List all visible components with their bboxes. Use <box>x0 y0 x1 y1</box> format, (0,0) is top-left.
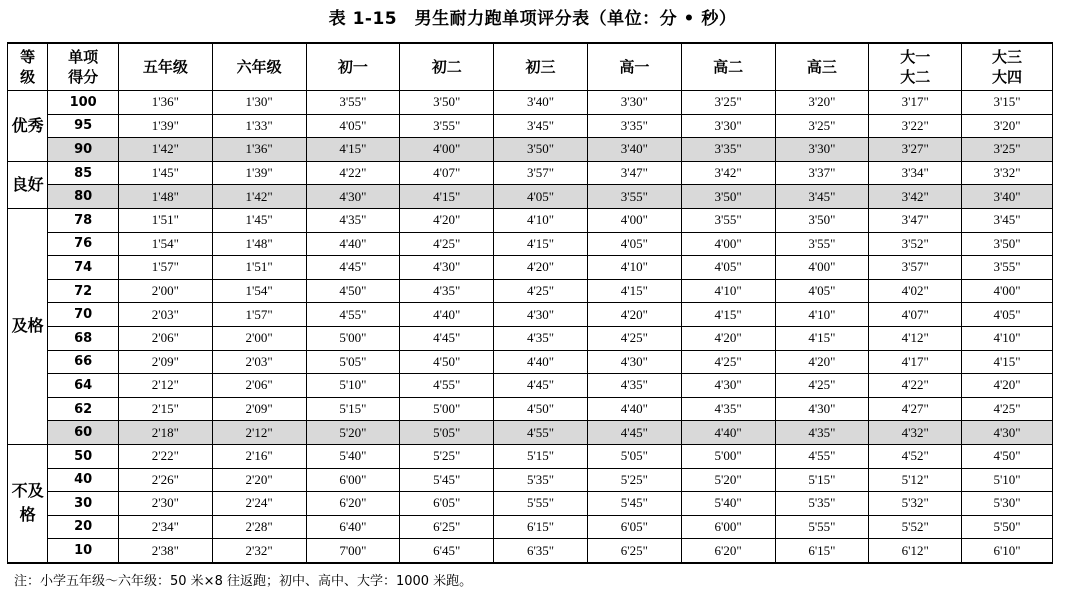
table-row <box>8 421 1053 445</box>
table-row <box>8 374 1053 398</box>
time-cell: 5'25" <box>587 468 681 492</box>
time-cell: 4'00" <box>400 138 494 162</box>
time-cell: 4'35" <box>494 326 588 350</box>
time-cell: 4'20" <box>681 326 775 350</box>
time-cell: 5'25" <box>400 444 494 468</box>
time-cell: 3'32" <box>962 161 1053 185</box>
time-cell: 4'55" <box>400 374 494 398</box>
column-header <box>681 43 775 91</box>
time-cell: 3'50" <box>494 138 588 162</box>
time-cell: 1'51" <box>118 208 212 232</box>
time-cell: 6'35" <box>494 539 588 563</box>
score-cell: 40 <box>48 468 119 492</box>
score-cell: 64 <box>48 374 119 398</box>
time-cell: 4'10" <box>681 279 775 303</box>
time-cell: 4'05" <box>494 185 588 209</box>
time-cell: 4'40" <box>494 350 588 374</box>
table-row <box>8 161 1053 185</box>
column-header <box>118 43 212 91</box>
time-cell: 4'20" <box>587 303 681 327</box>
time-cell: 4'30" <box>400 256 494 280</box>
time-cell: 4'30" <box>306 185 400 209</box>
time-cell: 4'15" <box>962 350 1053 374</box>
grade-label: 良好 <box>8 161 48 208</box>
column-header-line: 初三 <box>525 58 556 76</box>
score-cell: 95 <box>48 114 119 138</box>
time-cell: 3'47" <box>869 208 962 232</box>
time-cell: 5'15" <box>494 444 588 468</box>
time-cell: 3'42" <box>869 185 962 209</box>
table-row <box>8 397 1053 421</box>
time-cell: 1'36" <box>118 91 212 115</box>
time-cell: 4'25" <box>681 350 775 374</box>
time-cell: 1'57" <box>118 256 212 280</box>
time-cell: 4'50" <box>494 397 588 421</box>
table-row <box>8 539 1053 563</box>
time-cell: 4'30" <box>494 303 588 327</box>
time-cell: 1'48" <box>212 232 306 256</box>
score-cell: 30 <box>48 492 119 516</box>
time-cell: 4'25" <box>962 397 1053 421</box>
score-cell: 50 <box>48 444 119 468</box>
table-row <box>8 232 1053 256</box>
time-cell: 1'45" <box>118 161 212 185</box>
time-cell: 5'05" <box>587 444 681 468</box>
time-cell: 2'30" <box>118 492 212 516</box>
score-cell: 100 <box>48 91 119 115</box>
score-cell: 20 <box>48 515 119 539</box>
time-cell: 2'26" <box>118 468 212 492</box>
time-cell: 6'12" <box>869 539 962 563</box>
table-row <box>8 303 1053 327</box>
time-cell: 4'30" <box>681 374 775 398</box>
score-cell: 66 <box>48 350 119 374</box>
time-cell: 6'00" <box>306 468 400 492</box>
time-cell: 4'50" <box>400 350 494 374</box>
time-cell: 5'55" <box>775 515 869 539</box>
time-cell: 3'55" <box>306 91 400 115</box>
column-header-line: 大一 <box>900 48 931 66</box>
time-cell: 5'45" <box>587 492 681 516</box>
table-row <box>8 326 1053 350</box>
time-cell: 4'52" <box>869 444 962 468</box>
time-cell: 4'20" <box>962 374 1053 398</box>
time-cell: 5'52" <box>869 515 962 539</box>
time-cell: 4'15" <box>494 232 588 256</box>
table-row <box>8 350 1053 374</box>
time-cell: 3'20" <box>775 91 869 115</box>
score-cell: 74 <box>48 256 119 280</box>
time-cell: 4'12" <box>869 326 962 350</box>
score-cell: 80 <box>48 185 119 209</box>
column-header-line: 初一 <box>337 58 368 76</box>
time-cell: 4'35" <box>681 397 775 421</box>
time-cell: 3'27" <box>869 138 962 162</box>
time-cell: 2'06" <box>118 326 212 350</box>
time-cell: 1'45" <box>212 208 306 232</box>
time-cell: 1'54" <box>212 279 306 303</box>
score-cell: 85 <box>48 161 119 185</box>
time-cell: 5'20" <box>681 468 775 492</box>
time-cell: 2'32" <box>212 539 306 563</box>
time-cell: 4'05" <box>962 303 1053 327</box>
time-cell: 3'55" <box>400 114 494 138</box>
time-cell: 2'28" <box>212 515 306 539</box>
time-cell: 6'20" <box>681 539 775 563</box>
time-cell: 4'40" <box>681 421 775 445</box>
table-row <box>8 185 1053 209</box>
score-cell: 68 <box>48 326 119 350</box>
time-cell: 1'39" <box>212 161 306 185</box>
time-cell: 2'12" <box>212 421 306 445</box>
table-header <box>8 43 1053 91</box>
time-cell: 2'16" <box>212 444 306 468</box>
time-cell: 4'20" <box>494 256 588 280</box>
time-cell: 6'20" <box>306 492 400 516</box>
column-header-line: 等 <box>20 48 36 66</box>
time-cell: 3'55" <box>775 232 869 256</box>
time-cell: 4'07" <box>869 303 962 327</box>
time-cell: 5'35" <box>494 468 588 492</box>
time-cell: 4'00" <box>962 279 1053 303</box>
time-cell: 5'05" <box>400 421 494 445</box>
time-cell: 3'40" <box>962 185 1053 209</box>
column-header-line: 六年级 <box>236 58 282 76</box>
time-cell: 2'03" <box>212 350 306 374</box>
time-cell: 4'32" <box>869 421 962 445</box>
time-cell: 2'12" <box>118 374 212 398</box>
time-cell: 4'05" <box>587 232 681 256</box>
time-cell: 4'15" <box>400 185 494 209</box>
time-cell: 3'40" <box>587 138 681 162</box>
time-cell: 4'25" <box>775 374 869 398</box>
time-cell: 4'00" <box>681 232 775 256</box>
time-cell: 4'22" <box>306 161 400 185</box>
time-cell: 5'00" <box>306 326 400 350</box>
time-cell: 4'35" <box>775 421 869 445</box>
time-cell: 3'25" <box>681 91 775 115</box>
time-cell: 1'57" <box>212 303 306 327</box>
time-cell: 4'55" <box>494 421 588 445</box>
time-cell: 3'17" <box>869 91 962 115</box>
time-cell: 5'10" <box>306 374 400 398</box>
grade-label: 不及格 <box>8 444 48 562</box>
column-header <box>869 43 962 91</box>
time-cell: 3'42" <box>681 161 775 185</box>
time-cell: 5'50" <box>962 515 1053 539</box>
time-cell: 5'45" <box>400 468 494 492</box>
column-header-line: 高一 <box>619 58 650 76</box>
time-cell: 3'25" <box>962 138 1053 162</box>
time-cell: 4'00" <box>775 256 869 280</box>
time-cell: 4'22" <box>869 374 962 398</box>
time-cell: 3'50" <box>681 185 775 209</box>
time-cell: 6'15" <box>494 515 588 539</box>
time-cell: 4'45" <box>587 421 681 445</box>
header-row <box>8 43 1053 91</box>
time-cell: 2'06" <box>212 374 306 398</box>
column-header-line: 大三 <box>992 48 1023 66</box>
table-title: 表 1-15 男生耐力跑单项评分表（单位：分 • 秒） <box>328 9 737 29</box>
time-cell: 6'05" <box>587 515 681 539</box>
time-cell: 4'45" <box>400 326 494 350</box>
time-cell: 5'15" <box>775 468 869 492</box>
time-cell: 1'54" <box>118 232 212 256</box>
time-cell: 4'50" <box>306 279 400 303</box>
time-cell: 4'35" <box>306 208 400 232</box>
time-cell: 5'40" <box>681 492 775 516</box>
time-cell: 4'25" <box>494 279 588 303</box>
score-cell: 90 <box>48 138 119 162</box>
time-cell: 3'22" <box>869 114 962 138</box>
time-cell: 3'35" <box>681 138 775 162</box>
time-cell: 4'50" <box>962 444 1053 468</box>
time-cell: 3'40" <box>494 91 588 115</box>
time-cell: 4'25" <box>400 232 494 256</box>
time-cell: 4'45" <box>306 256 400 280</box>
time-cell: 4'25" <box>587 326 681 350</box>
time-cell: 4'45" <box>494 374 588 398</box>
column-header-line: 得分 <box>68 68 99 86</box>
score-cell: 72 <box>48 279 119 303</box>
table-row <box>8 256 1053 280</box>
time-cell: 1'33" <box>212 114 306 138</box>
time-cell: 4'05" <box>681 256 775 280</box>
time-cell: 3'30" <box>775 138 869 162</box>
column-header-line: 大二 <box>900 68 931 86</box>
time-cell: 5'32" <box>869 492 962 516</box>
time-cell: 5'15" <box>306 397 400 421</box>
time-cell: 3'55" <box>587 185 681 209</box>
time-cell: 3'30" <box>587 91 681 115</box>
column-header <box>212 43 306 91</box>
time-cell: 5'55" <box>494 492 588 516</box>
time-cell: 3'20" <box>962 114 1053 138</box>
time-cell: 6'15" <box>775 539 869 563</box>
time-cell: 1'42" <box>212 185 306 209</box>
grade-label: 及格 <box>8 208 48 444</box>
time-cell: 4'10" <box>587 256 681 280</box>
score-cell: 70 <box>48 303 119 327</box>
time-cell: 4'07" <box>400 161 494 185</box>
time-cell: 6'25" <box>587 539 681 563</box>
time-cell: 3'50" <box>400 91 494 115</box>
time-cell: 3'50" <box>775 208 869 232</box>
time-cell: 5'35" <box>775 492 869 516</box>
time-cell: 4'30" <box>587 350 681 374</box>
time-cell: 4'10" <box>494 208 588 232</box>
time-cell: 2'22" <box>118 444 212 468</box>
column-header-line: 五年级 <box>142 58 188 76</box>
time-cell: 5'00" <box>681 444 775 468</box>
score-cell: 60 <box>48 421 119 445</box>
time-cell: 5'00" <box>400 397 494 421</box>
column-header-line: 高二 <box>713 58 744 76</box>
column-header <box>306 43 400 91</box>
time-cell: 6'45" <box>400 539 494 563</box>
time-cell: 2'09" <box>212 397 306 421</box>
time-cell: 6'00" <box>681 515 775 539</box>
time-cell: 1'36" <box>212 138 306 162</box>
time-cell: 6'05" <box>400 492 494 516</box>
score-table <box>7 42 1053 564</box>
time-cell: 3'52" <box>869 232 962 256</box>
time-cell: 3'45" <box>494 114 588 138</box>
time-cell: 3'50" <box>962 232 1053 256</box>
time-cell: 3'57" <box>869 256 962 280</box>
time-cell: 5'12" <box>869 468 962 492</box>
score-cell: 10 <box>48 539 119 563</box>
time-cell: 4'30" <box>775 397 869 421</box>
time-cell: 4'05" <box>775 279 869 303</box>
time-cell: 3'55" <box>681 208 775 232</box>
time-cell: 6'10" <box>962 539 1053 563</box>
time-cell: 4'20" <box>775 350 869 374</box>
time-cell: 4'05" <box>306 114 400 138</box>
time-cell: 4'30" <box>962 421 1053 445</box>
time-cell: 2'03" <box>118 303 212 327</box>
score-cell: 78 <box>48 208 119 232</box>
time-cell: 4'02" <box>869 279 962 303</box>
column-header <box>494 43 588 91</box>
time-cell: 2'00" <box>118 279 212 303</box>
time-cell: 4'10" <box>775 303 869 327</box>
time-cell: 3'34" <box>869 161 962 185</box>
grade-label: 优秀 <box>8 91 48 162</box>
time-cell: 1'48" <box>118 185 212 209</box>
time-cell: 3'57" <box>494 161 588 185</box>
time-cell: 4'15" <box>681 303 775 327</box>
column-header <box>8 43 48 91</box>
footnote: 注：小学五年级～六年级：50 米×8 往返跑；初中、高中、大学：1000 米跑。 <box>14 574 473 589</box>
table-row <box>8 208 1053 232</box>
time-cell: 3'25" <box>775 114 869 138</box>
time-cell: 4'35" <box>587 374 681 398</box>
time-cell: 4'15" <box>587 279 681 303</box>
time-cell: 5'10" <box>962 468 1053 492</box>
time-cell: 1'51" <box>212 256 306 280</box>
column-header-line: 单项 <box>68 48 99 66</box>
column-header <box>775 43 869 91</box>
table-row <box>8 279 1053 303</box>
time-cell: 4'15" <box>775 326 869 350</box>
time-cell: 5'40" <box>306 444 400 468</box>
table-row <box>8 114 1053 138</box>
time-cell: 4'15" <box>306 138 400 162</box>
table-body <box>8 91 1053 563</box>
time-cell: 5'20" <box>306 421 400 445</box>
time-cell: 4'40" <box>400 303 494 327</box>
time-cell: 2'18" <box>118 421 212 445</box>
time-cell: 2'20" <box>212 468 306 492</box>
time-cell: 4'55" <box>306 303 400 327</box>
time-cell: 3'45" <box>962 208 1053 232</box>
column-header-line: 级 <box>20 68 36 86</box>
time-cell: 6'25" <box>400 515 494 539</box>
time-cell: 3'37" <box>775 161 869 185</box>
time-cell: 5'30" <box>962 492 1053 516</box>
table-row <box>8 468 1053 492</box>
time-cell: 7'00" <box>306 539 400 563</box>
time-cell: 3'30" <box>681 114 775 138</box>
table-row <box>8 492 1053 516</box>
time-cell: 3'35" <box>587 114 681 138</box>
column-header <box>962 43 1053 91</box>
time-cell: 3'47" <box>587 161 681 185</box>
table-row <box>8 444 1053 468</box>
time-cell: 6'40" <box>306 515 400 539</box>
time-cell: 4'27" <box>869 397 962 421</box>
time-cell: 4'55" <box>775 444 869 468</box>
time-cell: 3'55" <box>962 256 1053 280</box>
time-cell: 4'00" <box>587 208 681 232</box>
column-header <box>400 43 494 91</box>
time-cell: 2'24" <box>212 492 306 516</box>
time-cell: 1'30" <box>212 91 306 115</box>
time-cell: 4'10" <box>962 326 1053 350</box>
time-cell: 2'34" <box>118 515 212 539</box>
table-row <box>8 91 1053 115</box>
time-cell: 4'40" <box>306 232 400 256</box>
time-cell: 2'15" <box>118 397 212 421</box>
time-cell: 4'17" <box>869 350 962 374</box>
column-header-line: 初二 <box>431 58 462 76</box>
time-cell: 4'35" <box>400 279 494 303</box>
column-header-line: 高三 <box>806 58 837 76</box>
column-header <box>587 43 681 91</box>
time-cell: 1'42" <box>118 138 212 162</box>
time-cell: 2'38" <box>118 539 212 563</box>
column-header <box>48 43 119 91</box>
time-cell: 4'20" <box>400 208 494 232</box>
table-row <box>8 515 1053 539</box>
time-cell: 3'15" <box>962 91 1053 115</box>
table-row <box>8 138 1053 162</box>
score-cell: 76 <box>48 232 119 256</box>
time-cell: 1'39" <box>118 114 212 138</box>
score-cell: 62 <box>48 397 119 421</box>
time-cell: 2'00" <box>212 326 306 350</box>
time-cell: 2'09" <box>118 350 212 374</box>
column-header-line: 大四 <box>992 68 1023 86</box>
time-cell: 4'40" <box>587 397 681 421</box>
time-cell: 3'45" <box>775 185 869 209</box>
time-cell: 5'05" <box>306 350 400 374</box>
